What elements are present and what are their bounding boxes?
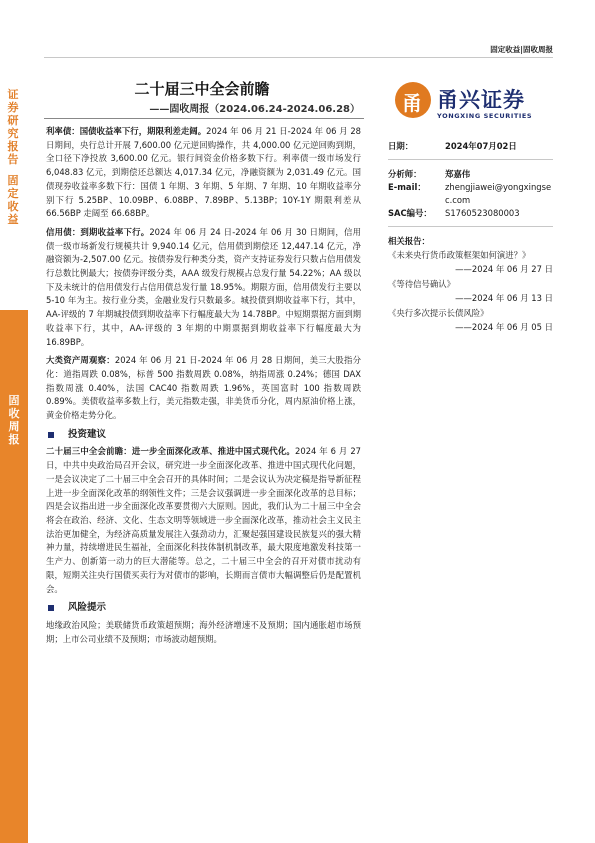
company-logo xyxy=(395,82,545,122)
related-report-item[interactable]: 《未来央行货币政策框架如何演进？》 ——2024 年 06 月 27 日 xyxy=(388,250,553,274)
header-rule xyxy=(44,57,553,58)
info-divider xyxy=(388,159,553,160)
sidebar-report-type xyxy=(6,88,20,226)
paragraph-rates: 利率债：国债收益率下行，期限利差走阔。2024 年 06 月 21 日-2024 年 06 月 28 日期间，央行总计开展 7,600.00 亿元逆回购操作，共 4,000.00 亿元逆回购到期，全口径下净投放 3,600.00 亿元。银行间资金价格多数下行。利率债一级市场发行 6,048.83 亿元，到期偿还总额达 4,017.34 亿元，净融资额为 2,031.49 亿元。国债现券收益率多数下行：国债 1 年期、3 年期、5 年期、7 年期、10 年期收益率分别下行 5.25BP、10.09BP、6.08BP、7.89BP、5.13BP；10Y-1Y 期限利差从 66.56BP 走阔至 66.68BP。 xyxy=(46,126,361,219)
title-rule xyxy=(44,118,364,119)
info-panel xyxy=(388,140,553,336)
related-reports-title: 相关报告： xyxy=(388,236,430,246)
email-link[interactable]: zhengjiawei@yongxingsec.com xyxy=(445,182,552,205)
related-report-item[interactable]: 《央行多次提示长债风险》 ——2024 年 06 月 05 日 xyxy=(388,308,553,332)
logo-name-cn: 甬兴证券 xyxy=(437,88,525,112)
bullet-square-icon xyxy=(48,432,54,438)
info-divider xyxy=(388,226,553,227)
bullet-square-icon xyxy=(48,605,54,611)
analyst-row: 分析师： 郑嘉伟 xyxy=(388,169,471,179)
sac-row: SAC编号： S1760523080003 xyxy=(388,208,520,218)
section-heading-risk: 风险提示 xyxy=(46,601,361,615)
sidebar-orange-bar xyxy=(0,310,28,843)
report-category-tag: 固定收益|固收周报 xyxy=(490,45,553,54)
logo-name-en: YONGXING SECURITIES xyxy=(437,112,533,120)
email-row: E-mail： zhengjiawei@yongxingsec.com xyxy=(388,182,552,205)
paragraph-risk: 地缘政治风险；美联储货币政策超预期；海外经济增速不及预期；国内通胀超市场预期；上市公司业绩不及预期；市场波动超预期。 xyxy=(46,619,361,644)
logo-mark-icon: 甬 xyxy=(395,82,431,118)
page-subtitle: ——固收周报（2024.06.24-2024.06.28） xyxy=(149,104,360,115)
page-title: 二十届三中全会前瞻 xyxy=(134,80,270,98)
sidebar-line-1: 证券研究报告 xyxy=(7,88,19,166)
date-row: 日期： 2024年07月02日 xyxy=(388,141,517,151)
paragraph-assets: 大类资产周观察：2024 年 06 月 21 日-2024 年 06 月 28 日期间，美三大股指分化：道指周跌 0.08%，标普 500 指数周跌 0.08%，纳指周涨 0.24%；德国 DAX 指数周涨 0.40%，法国 CAC40 指数周跌 1.96%，英国富时 100 指数周跌 0.89%。美债收益率多数上行，美元指数走强，非美货币分化，周内原油价格上涨，黄金价格走势分化。 xyxy=(46,355,361,421)
related-report-item[interactable]: 《等待信号确认》 ——2024 年 06 月 13 日 xyxy=(388,279,553,303)
section-heading-investment: 投资建议 xyxy=(46,428,361,442)
sidebar-line-2: 固定收益 xyxy=(7,174,19,226)
sidebar-bar-label: 固收周报 xyxy=(8,394,20,446)
paragraph-plenum: 二十届三中全会前瞻：进一步全面深化改革、推进中国式现代化。2024 年 6 月 27 日，中共中央政治局召开会议，研究进一步全面深化改革、推进中国式现代化问题，一是会议决定了二十届三中全会召开的具体时间；二是会议认为决定稿是指导新征程上进一步全面深化改革的纲领性文件；三是会议强调进一步全面深化改革的总目标；四是会议指出进一步全面深化改革要贯彻六大原则。因此，我们认为二十届三中全会将会在政治、经济、文化、生态文明等领域进一步全面深化改革，推动社会主义民主法治更加健全，为经济高质量发展注入强劲动力，汇聚起强国建设民族复兴的强大精神力量，持续增进民生福祉，全面深化科技体制机制改革，最大限度地激发科技第一生产力、创新第一动力的巨大潜能等。总之，二十届三中全会的召开对债市扰动有限，短期关注央行国债买卖行为对债市的影响，长期而言债市大幅调整后仍是配置机会。 xyxy=(46,446,362,594)
main-content xyxy=(46,125,361,651)
paragraph-credit: 信用债：到期收益率下行。2024 年 06 月 24 日-2024 年 06 月 30 日期间，信用债一级市场新发行规模共计 9,940.14 亿元，信用债到期偿还 12,447.14 亿元，净融资额为-2,507.00 亿元。按债券发行种类分类，资产支持证券发行只数占信用债发行总数比例最大；按债券评级分类，AAA 级发行规模占总发行量 54.22%；AA 级以下及未统计的信用债发行占信用债总发行量 18.95%。期限方面，信用债发行主要以 5-10 年为主。按行业分类，金融业发行只数最多。城投债到期收益率下行，其中，AA-评级的 7 年期城投债到期收益率下行幅度最大为 14.78BP。中短期票据方面到期收益率下行，其中，AA-评级的 3 年期的中期票据到期收益率下行幅度最大为 16.89BP。 xyxy=(46,226,362,347)
